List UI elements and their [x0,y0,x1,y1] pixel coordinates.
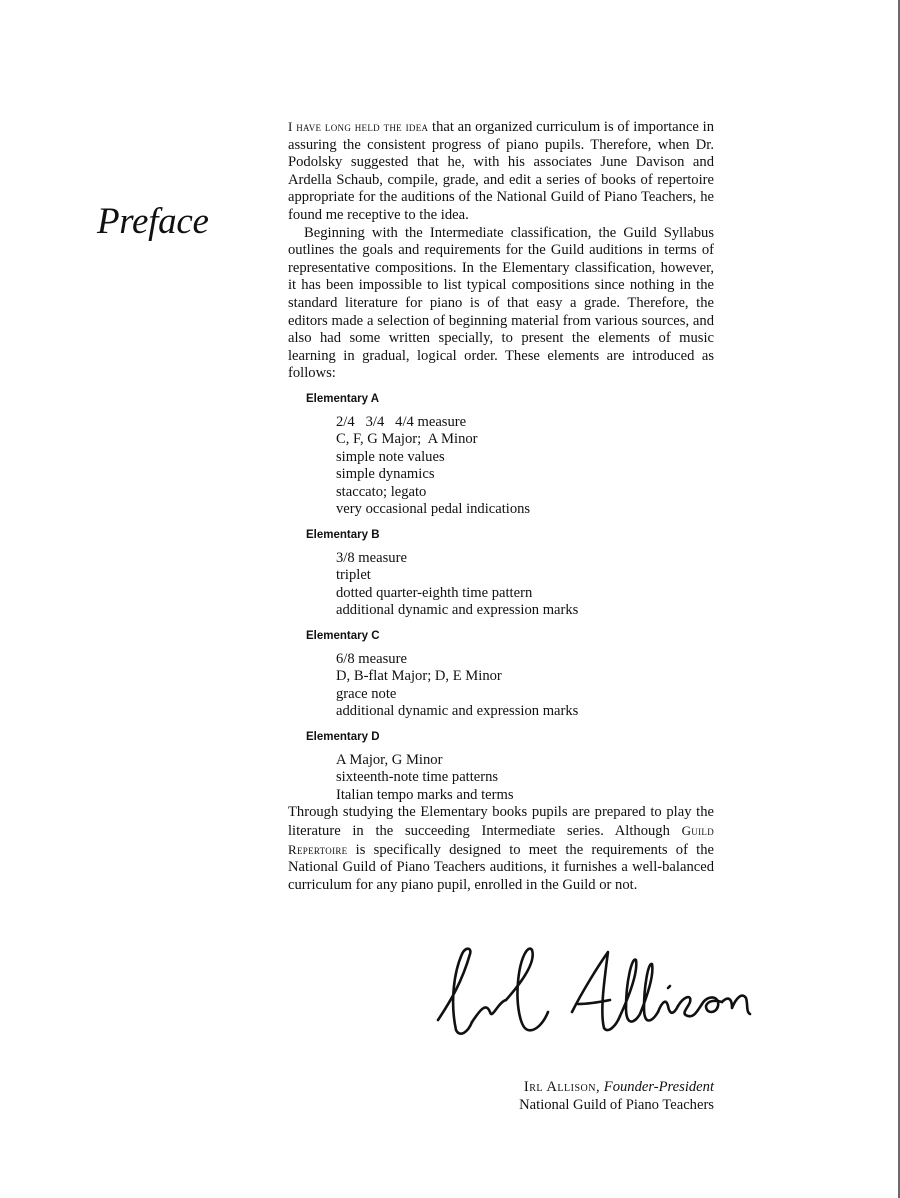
list-item: C, F, G Major; A Minor [336,431,478,448]
list-item: 2/4 3/4 4/4 measure [336,413,467,430]
list-item: sixteenth-note time patterns [336,769,499,786]
section-elementary-d [288,729,714,804]
list-item: very occasional pedal indications [336,501,531,518]
list-item: triplet [336,567,371,584]
list-item: Italian tempo marks and terms [336,786,514,803]
signature-block [519,1078,714,1114]
section-title: Elementary D [306,731,380,743]
intro-lead: I have long held the idea [288,119,429,134]
element-list [336,414,714,520]
closing-pre: Through studying the Elementary books pupils are prepared to play the literature in the succeeding Intermediate series. Although [288,804,714,839]
list-item: staccato; legato [336,483,427,500]
list-item: additional dynamic and expression marks [336,602,579,619]
list-item: 3/8 measure [336,549,407,566]
preface-body [288,118,714,894]
section-title: Elementary A [306,392,380,405]
signer-name: Irl Allison, [523,1079,601,1095]
list-item: D, B-flat Major; D, E Minor [336,668,502,685]
list-item: simple dynamics [336,466,435,483]
list-item: 6/8 measure [336,650,407,667]
closing-paragraph [288,804,714,894]
element-list [336,651,714,721]
element-list [336,752,714,805]
section-title: Elementary C [306,630,380,643]
intro-paragraph [288,118,714,225]
signer-organization: National Guild of Piano Teachers [519,1097,714,1113]
intro-rest: that an organized curriculum is of importance in assuring the consistent progress of piano pupils. Therefore, when Dr. Podolsky suggested that he, with his associates June Davison and Ardella Schaub, compile, grade, and edit a series of books of repertoire appropriate for the auditions of the National Guild of Piano Teachers, he found me receptive to the idea. [288,119,714,223]
list-item: dotted quarter-eighth time pattern [336,584,533,601]
signer-line [519,1078,714,1096]
section-elementary-a [288,391,714,519]
closing-title: Guild Repertoire [288,822,714,857]
list-item: additional dynamic and expression marks [336,703,579,720]
paragraph-2: Beginning with the Intermediate classification, the Guild Syllabus outlines the goals and requirements for the Guild auditions in terms of representative compositions. In the Elementary classification, however, it has been impossible to list typical compositions since nothing in the standard literature for piano is of that easy a grade. Therefore, the editors made a selection of beginning material from various sources, and also had some written specially, to present the elements of music learning in gradual, logical order. These elements are introduced as follows: [288,224,714,382]
section-title: Elementary B [306,529,380,542]
list-item: simple note values [336,448,445,465]
closing-post: is specifically designed to meet the requirements of the National Guild of Piano Teachers auditions, it furnishes a well-balanced curriculum for any piano pupil, enrolled in the Guild or not. [288,841,714,893]
list-item: A Major, G Minor [336,751,443,768]
page-title: Preface [97,201,209,242]
element-list [336,550,714,620]
signer-role: Founder-President [603,1079,714,1095]
list-item: grace note [336,685,397,702]
section-elementary-b [288,527,714,620]
handwritten-signature [432,942,752,1042]
section-elementary-c [288,628,714,721]
